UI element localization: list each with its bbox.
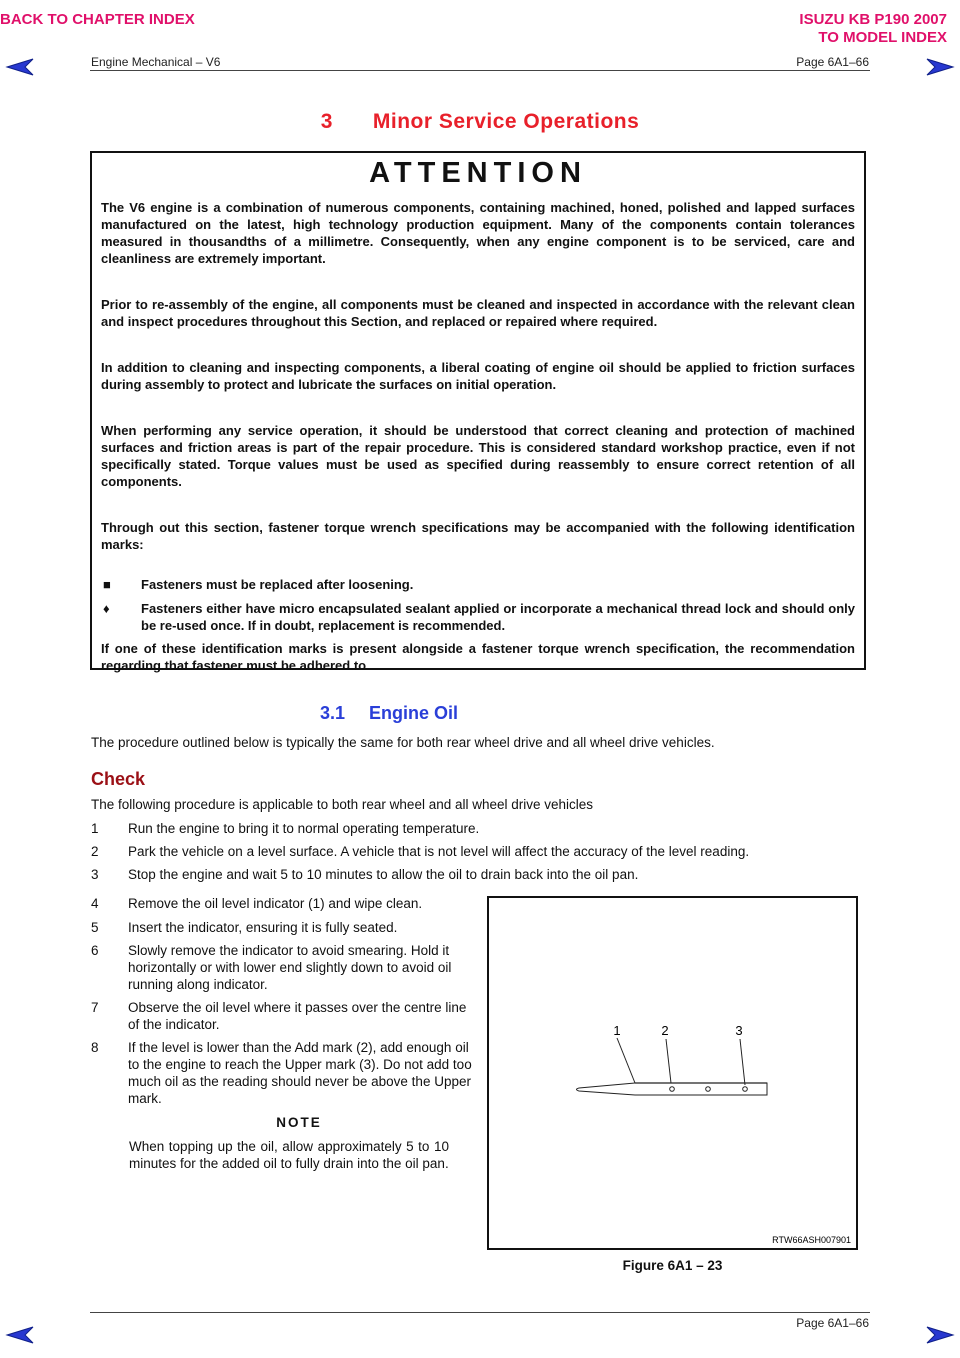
attention-paragraph: The V6 engine is a combination of numerous components, containing machined, honed, polished and lapped surfaces manufactured on the latest, high technology production equipment. Many of the components contain tolerances measured in thousandths of a millimetre. Consequently, when any engine component is to be serviced, care and cleanliness are extremely important. <box>101 200 855 266</box>
oil-dipstick-figure <box>487 896 858 1250</box>
dipstick-outline <box>577 1083 768 1095</box>
step-text: Insert the indicator, ensuring it is fully seated. <box>128 920 398 935</box>
attention-paragraph: Prior to re-assembly of the engine, all components must be cleaned and inspected in accordance with the relevant clean and inspect procedures throughout this Section, and replaced or repaired where required. <box>101 297 855 329</box>
procedure-step <box>91 895 476 912</box>
back-to-chapter-index-link[interactable]: BACK TO CHAPTER INDEX <box>0 11 195 28</box>
procedure-step <box>91 866 871 883</box>
subsection-heading <box>320 703 458 724</box>
attention-title: ATTENTION <box>369 157 587 189</box>
header-page-number: Page 6A1–66 <box>796 55 869 69</box>
section-title: Minor Service Operations <box>372 110 640 133</box>
step-text: Stop the engine and wait 5 to 10 minutes to allow the oil to drain back into the oil pan. <box>128 867 639 882</box>
step-text: If the level is lower than the Add mark (2), add enough oil to the engine to reach the Upper mark (3). Do not add too much oil as the reading should never be above the Upper mark. <box>128 1040 472 1106</box>
next-page-arrow-icon[interactable] <box>925 1325 955 1345</box>
procedure-step <box>91 942 476 993</box>
step-text: Remove the oil level indicator (1) and wipe clean. <box>128 896 423 911</box>
upper-mark-circle <box>743 1087 748 1092</box>
subsection-number: 3.1 <box>320 703 346 723</box>
callout-3: 3 <box>735 1023 743 1038</box>
to-model-index-link[interactable]: TO MODEL INDEX <box>818 29 947 46</box>
note-title: NOTE <box>276 1115 322 1130</box>
attention-paragraph: Through out this section, fastener torque wrench specifications may be accompanied with the following identification marks: <box>101 520 855 552</box>
procedure-step <box>91 1039 476 1107</box>
leader-line-1 <box>617 1038 635 1083</box>
check-intro: The following procedure is applicable to both rear wheel and all wheel drive vehicles <box>91 797 594 812</box>
footer-rule <box>90 1312 870 1313</box>
step-number: 2 <box>91 844 99 859</box>
bullet-text: Fasteners either have micro encapsulated sealant applied or incorporate a mechanical thread lock and should only be re-used once. If in doubt, replacement is recommended. <box>141 601 855 633</box>
figure-code: RTW66ASH007901 <box>772 1235 851 1245</box>
leader-line-2 <box>666 1039 671 1083</box>
bullet-text: Fasteners must be replaced after loosening. <box>141 577 414 592</box>
step-text: Park the vehicle on a level surface. A vehicle that is not level will affect the accuracy of the level reading. <box>128 844 750 859</box>
section-heading <box>0 110 960 134</box>
oil-level-indicator-diagram <box>489 898 856 1248</box>
subsection-title: Engine Oil <box>369 703 459 723</box>
previous-page-arrow-icon[interactable] <box>5 57 35 77</box>
attention-paragraph: In addition to cleaning and inspecting components, a liberal coating of engine oil should be applied to friction surfaces during assembly to protect and lubricate the surfaces on initial operation. <box>101 360 855 392</box>
attention-box <box>90 151 866 673</box>
step-number: 4 <box>91 896 99 911</box>
procedure-step <box>91 843 871 860</box>
callout-2: 2 <box>661 1023 669 1038</box>
step-number: 1 <box>91 821 99 836</box>
step-number: 8 <box>91 1040 99 1055</box>
step-number: 7 <box>91 1000 99 1015</box>
step-number: 6 <box>91 943 99 958</box>
header-rule <box>90 70 870 71</box>
add-mark-circle <box>670 1087 675 1092</box>
square-bullet-icon: ■ <box>103 577 111 592</box>
step-text: Run the engine to bring it to normal operating temperature. <box>128 821 480 836</box>
next-page-arrow-icon[interactable] <box>925 57 955 77</box>
step-number: 5 <box>91 920 99 935</box>
attention-paragraph: When performing any service operation, it should be understood that correct cleaning and protection of machined surfaces and friction areas is part of the repair procedure. This is considered standard workshop practice, even if not specifically stated. Torque values must be used as specified during reassembly to ensure correct retention of all components. <box>101 423 855 489</box>
leader-line-3 <box>740 1039 745 1085</box>
section-header: Engine Mechanical – V6 <box>91 55 221 69</box>
attention-closing: If one of these identification marks is present alongside a fastener torque wrench specification, the recommendation regarding that fastener must be adhered to. <box>101 641 855 673</box>
check-heading: Check <box>91 769 146 789</box>
figure-caption: Figure 6A1 – 23 <box>622 1258 723 1273</box>
note-text: When topping up the oil, allow approximately 5 to 10 minutes for the added oil to fully drain into the oil pan. <box>129 1139 449 1171</box>
back-to-model-line1[interactable]: ISUZU KB P190 2007 <box>799 11 947 28</box>
centre-mark-circle <box>706 1087 711 1092</box>
step-number: 3 <box>91 867 99 882</box>
bullet-reuse-once-fastener <box>101 600 855 634</box>
step-text: Slowly remove the indicator to avoid smearing. Hold it horizontally or with lower end slightly down to avoid oil running along indicator. <box>128 943 452 992</box>
procedure-step <box>91 820 871 837</box>
diamond-bullet-icon: ♦ <box>103 601 110 616</box>
bullet-replace-fastener <box>101 576 855 593</box>
previous-page-arrow-icon[interactable] <box>5 1325 35 1345</box>
subsection-intro: The procedure outlined below is typically the same for both rear wheel drive and all wheel drive vehicles. <box>91 735 715 750</box>
section-number: 3 <box>320 110 333 133</box>
callout-1: 1 <box>613 1023 621 1038</box>
procedure-step <box>91 919 476 936</box>
procedure-step <box>91 999 476 1033</box>
footer-page-number: Page 6A1–66 <box>796 1316 869 1330</box>
step-text: Observe the oil level where it passes over the centre line of the indicator. <box>128 1000 467 1032</box>
